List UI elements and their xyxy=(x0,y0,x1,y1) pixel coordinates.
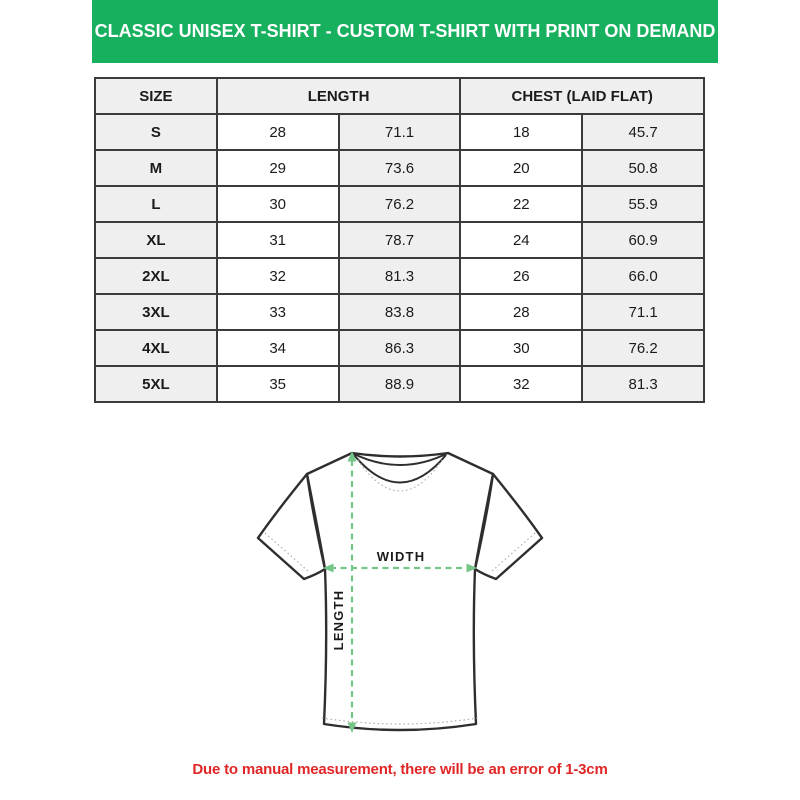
chest-cm-cell: 55.9 xyxy=(582,186,704,222)
length-in-cell: 35 xyxy=(217,366,339,402)
chest-cm-cell: 66.0 xyxy=(582,258,704,294)
table-row xyxy=(95,222,704,258)
length-cm-cell: 83.8 xyxy=(339,294,461,330)
chest-cm-cell: 50.8 xyxy=(582,150,704,186)
size-cell: 3XL xyxy=(95,294,217,330)
table-header-row xyxy=(95,78,704,114)
length-cm-cell: 73.6 xyxy=(339,150,461,186)
length-in-cell: 30 xyxy=(217,186,339,222)
length-label: LENGTH xyxy=(331,589,346,651)
length-in-cell: 31 xyxy=(217,222,339,258)
tshirt-measurement-diagram xyxy=(240,430,560,750)
chest-in-cell: 32 xyxy=(460,366,582,402)
chest-in-cell: 22 xyxy=(460,186,582,222)
chest-column-header: CHEST (LAID FLAT) xyxy=(460,78,704,114)
table-row xyxy=(95,114,704,150)
size-cell: L xyxy=(95,186,217,222)
size-cell: 4XL xyxy=(95,330,217,366)
length-column-header: LENGTH xyxy=(217,78,461,114)
length-in-cell: 28 xyxy=(217,114,339,150)
length-in-cell: 33 xyxy=(217,294,339,330)
measurement-note: Due to manual measurement, there will be an error of 1-3cm xyxy=(192,761,608,778)
chest-cm-cell: 60.9 xyxy=(582,222,704,258)
length-cm-cell: 71.1 xyxy=(339,114,461,150)
length-in-cell: 29 xyxy=(217,150,339,186)
size-cell: 5XL xyxy=(95,366,217,402)
width-label: WIDTH xyxy=(376,549,426,564)
table-row xyxy=(95,330,704,366)
size-cell: 2XL xyxy=(95,258,217,294)
length-cm-cell: 86.3 xyxy=(339,330,461,366)
length-in-cell: 32 xyxy=(217,258,339,294)
chest-in-cell: 20 xyxy=(460,150,582,186)
chest-in-cell: 26 xyxy=(460,258,582,294)
chest-cm-cell: 71.1 xyxy=(582,294,704,330)
table-row xyxy=(95,186,704,222)
chest-cm-cell: 76.2 xyxy=(582,330,704,366)
size-cell: XL xyxy=(95,222,217,258)
length-in-cell: 34 xyxy=(217,330,339,366)
table-row xyxy=(95,150,704,186)
size-chart-table xyxy=(94,77,705,403)
chest-in-cell: 30 xyxy=(460,330,582,366)
chest-in-cell: 28 xyxy=(460,294,582,330)
chest-cm-cell: 81.3 xyxy=(582,366,704,402)
length-cm-cell: 81.3 xyxy=(339,258,461,294)
length-cm-cell: 88.9 xyxy=(339,366,461,402)
chest-in-cell: 18 xyxy=(460,114,582,150)
size-column-header: SIZE xyxy=(95,78,217,114)
page-title: CLASSIC UNISEX T-SHIRT - CUSTOM T-SHIRT WITH PRINT ON DEMAND xyxy=(94,21,716,41)
length-cm-cell: 76.2 xyxy=(339,186,461,222)
size-cell: S xyxy=(95,114,217,150)
table-row xyxy=(95,366,704,402)
table-row xyxy=(95,294,704,330)
length-cm-cell: 78.7 xyxy=(339,222,461,258)
table-row xyxy=(95,258,704,294)
chest-in-cell: 24 xyxy=(460,222,582,258)
size-cell: M xyxy=(95,150,217,186)
title-banner xyxy=(92,0,718,63)
chest-cm-cell: 45.7 xyxy=(582,114,704,150)
